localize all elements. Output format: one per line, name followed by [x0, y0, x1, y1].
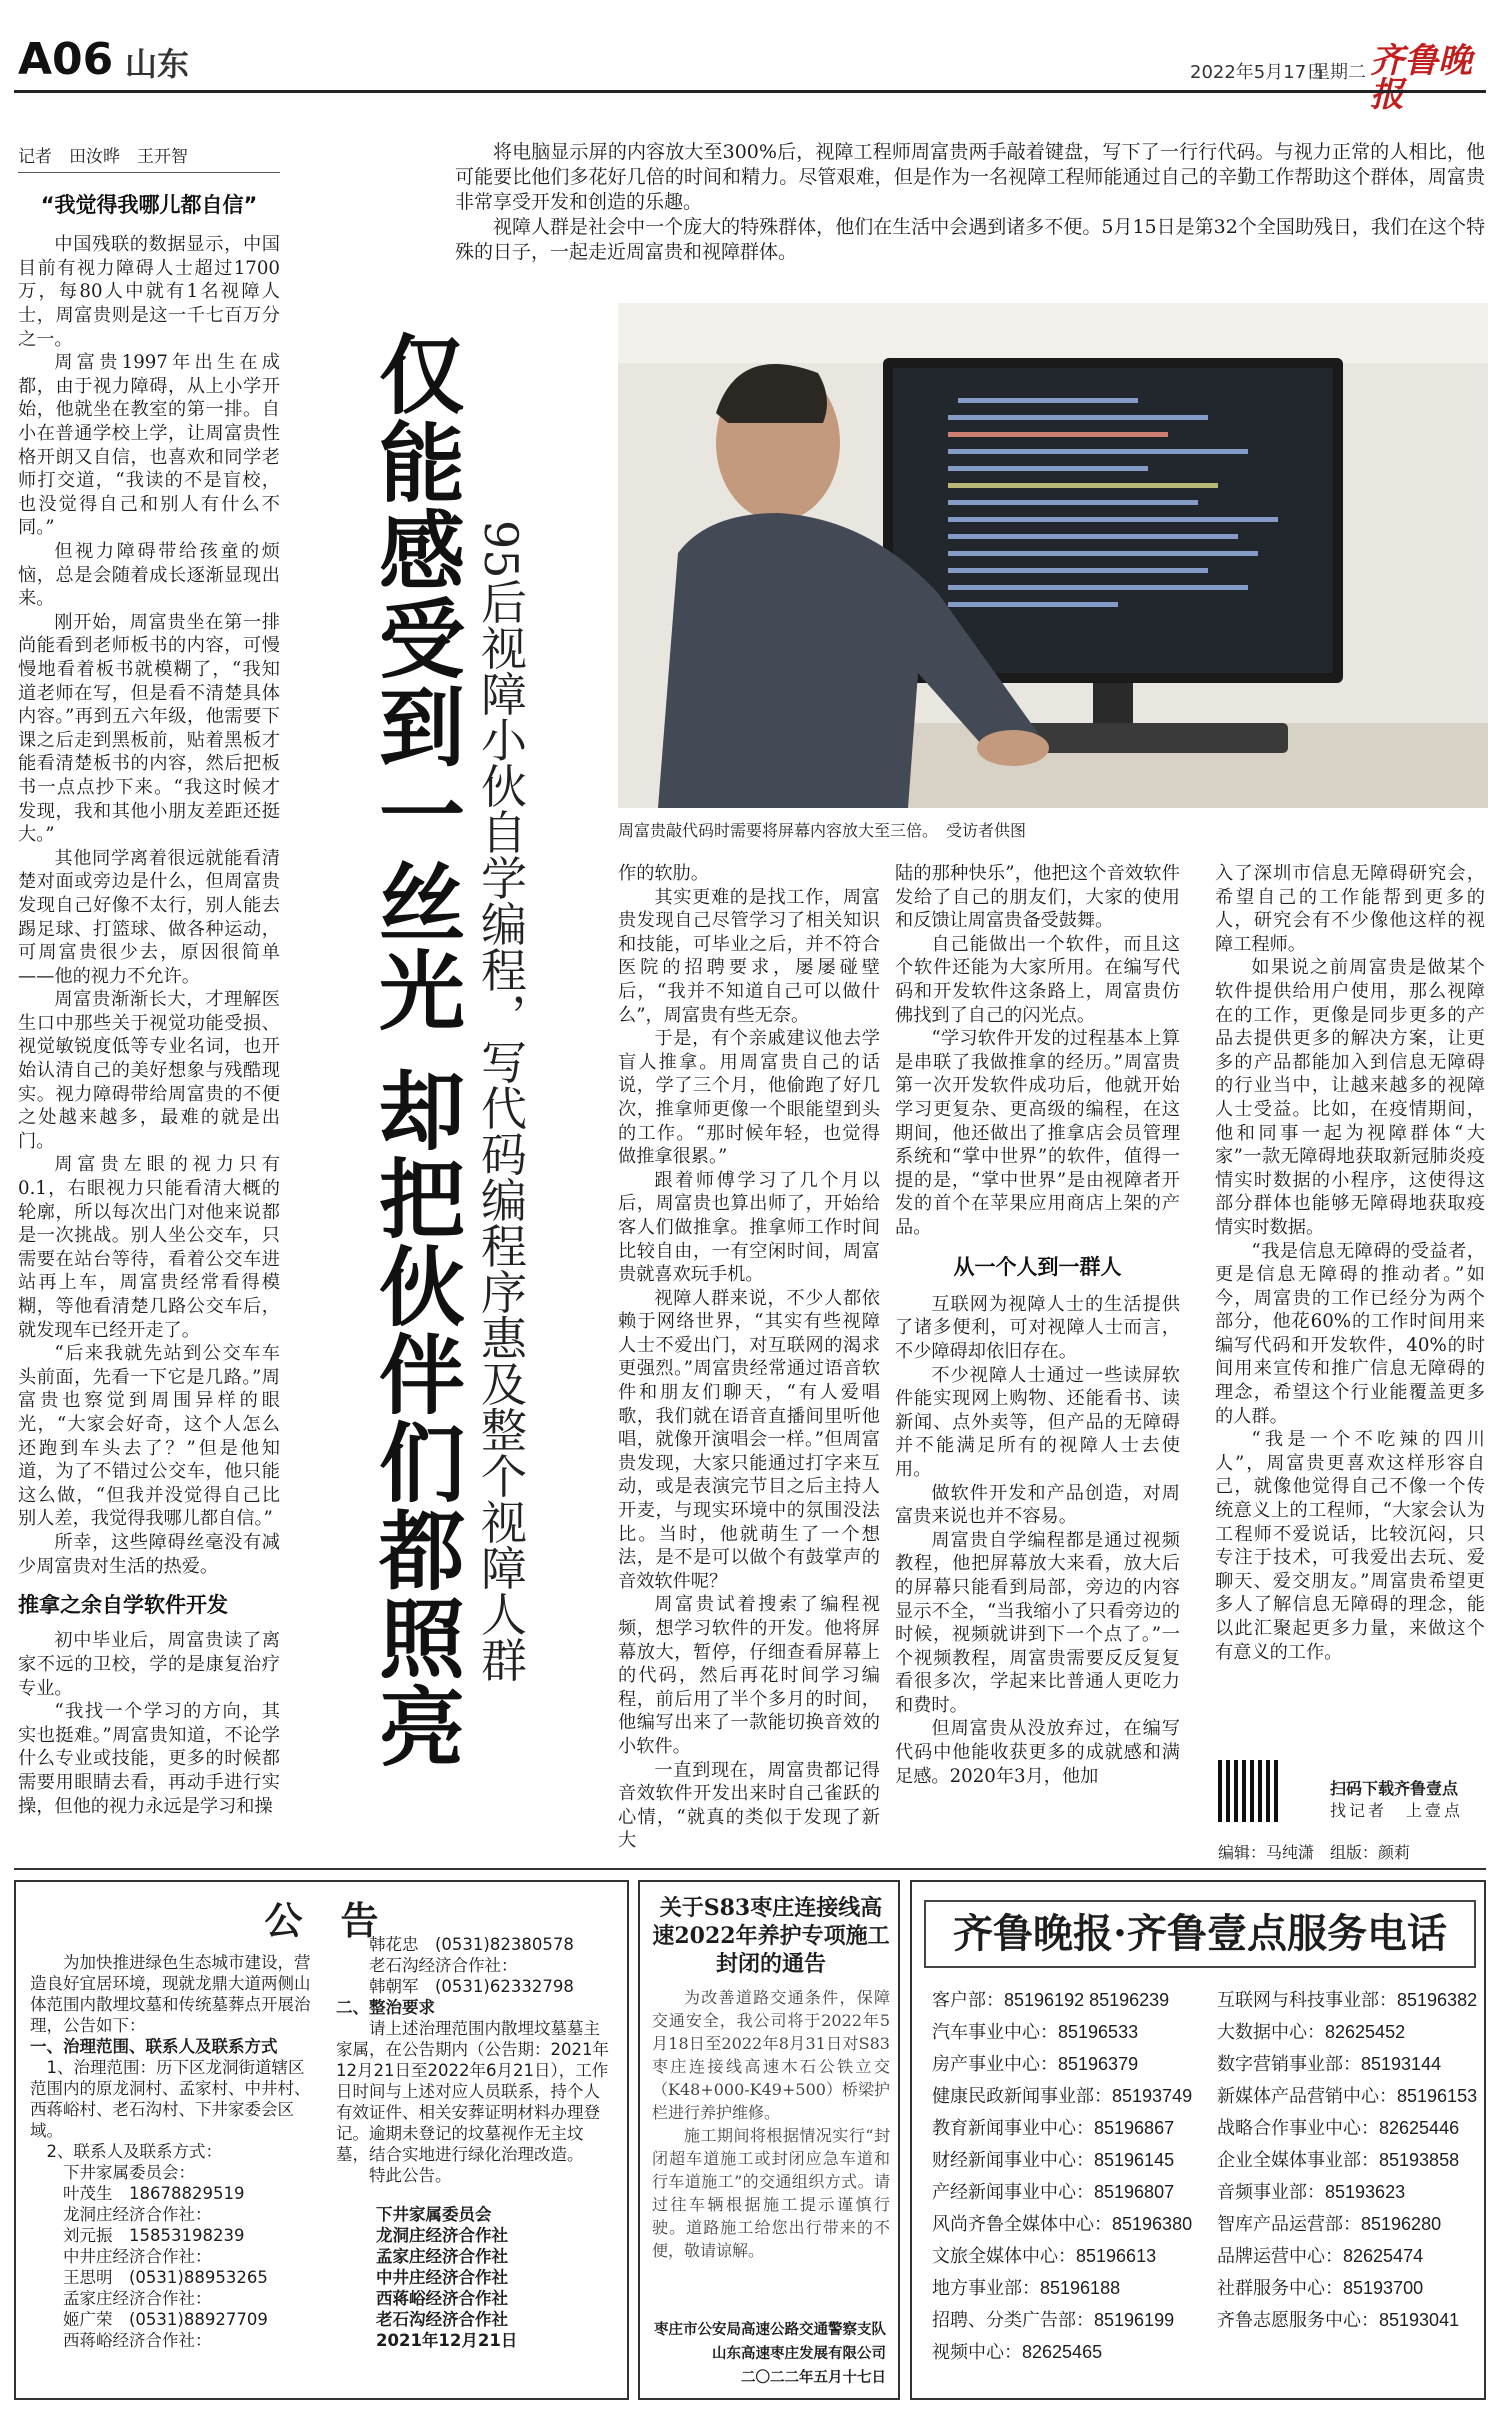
signer: 老石沟经济合作社: [376, 2310, 508, 2329]
paragraph: 但视力障碍带给孩童的烦恼，总是会随着成长逐渐显现出来。: [18, 541, 280, 610]
road-notice-body: [652, 1986, 890, 2262]
paragraph: “我是信息无障碍的受益者，更是信息无障碍的推动者。”如今，周富贵的工作已经分为两个部分，他花60%的工作时间用来编写代码和开发软件，40%的时间用来宣传和推广信息无障碍的理念，希望这个行业能覆盖更多的人群。: [1215, 1240, 1485, 1427]
header-rule: [14, 90, 1486, 93]
contact-list: [30, 2162, 320, 2351]
paragraph: 其实更难的是找工作，周富贵发现自己尽管学习了相关知识和技能，可毕业之后，并不符合医院的招聘要求，屡屡碰壁后，“我并不知道自己可以做什么”，周富贵有些无奈。: [618, 886, 880, 1026]
service-phone-line: 互联网与科技事业部：85196382: [1217, 1990, 1478, 2010]
signer: 西蒋峪经济合作社: [376, 2289, 508, 2308]
photo-caption: 周富贵敲代码时需要将屏幕内容放大至三倍。 受访者供图: [618, 821, 1027, 840]
notice-requirement: 请上述治理范围内散埋坟墓墓主家属，在公告期内（公告期：2021年12月21日至2022年6月21日），工作日时间与上述对应人员联系，持个人有效证件、相关安葬证明材料办理登记。逾期未登记的坟墓视作无主坟墓，结合实地进行绿化治理改造。: [336, 2019, 609, 2164]
section-name: 山东: [125, 45, 190, 83]
qr-code[interactable]: [1218, 1760, 1280, 1822]
column-3: [618, 862, 880, 1853]
paragraph: 初中毕业后，周富贵读了离家不远的卫校，学的是康复治疗专业。: [18, 1630, 280, 1699]
paragraph: “学习软件开发的过程基本上算是串联了我做推拿的经历。”周富贵第一次开发软件成功后，他就开始学习更复杂、更高级的编程，在这期间，他还做出了推拿店会员管理系统和“掌中世界”的软件，值得一提的是，“掌中世界”是由视障者开发的首个在苹果应用商店上架的产品。: [895, 1028, 1180, 1238]
reporter-byline: 记者 田汝晔 王开智: [18, 147, 188, 167]
service-phone-line: 风尚齐鲁全媒体中心：85196380: [932, 2214, 1193, 2234]
paragraph: “后来我就先站到公交车车头前面，先看一下它是几路。”周富贵也察觉到周围异样的眼光，“大家会好奇，这个人怎么还跑到车头去了？”但是他知道，为了不错过公交车，他只能这么做，“但我并没觉得自己比别人差，我觉得我哪儿都自信。”: [18, 1343, 280, 1530]
paragraph: 周富贵渐渐长大，才理解医生口中那些关于视觉功能受损、视觉敏锐度低等专业名词，也开始认清自己的美好想象与残酷现实。视力障碍带给周富贵的不便之处越来越多，最难的就是出门。: [18, 989, 280, 1152]
contact-line: 刘元振 15853198239: [63, 2226, 245, 2245]
qr-caption: 扫码下载齐鲁壹点: [1330, 1779, 1459, 1798]
newspaper-logo: 齐鲁晚报: [1370, 41, 1472, 115]
contact-line: 下井家属委员会：: [63, 2163, 195, 2182]
service-phone-line: 智库产品运营部：85196280: [1217, 2214, 1442, 2234]
road-notice-signers: [648, 2318, 886, 2390]
service-phone-line: 产经新闻事业中心：85196807: [932, 2182, 1175, 2202]
column-5: [1215, 862, 1485, 1664]
paragraph: 一直到现在，周富贵都记得音效软件开发出来时自己雀跃的心情，“就真的类似于发现了新大: [618, 1759, 880, 1852]
qr-caption: 找记者 上壹点: [1330, 1801, 1464, 1820]
paragraph: 做软件开发和产品创造，对周富贵来说也并不容易。: [895, 1482, 1180, 1528]
paragraph: 其他同学离着很远就能看清楚对面或旁边是什么，但周富贵发现自己好像不太行，别人能去踢足球、打篮球、做各种运动，可周富贵很少去，原因很简单——他的视力不允许。: [18, 847, 280, 987]
notice-item: 1、治理范围：历下区龙洞街道辖区范围内的原龙洞村、孟家村、中井村、西蒋峪村、老石沟村、下井家委会区域。: [30, 2058, 311, 2140]
road-notice-paragraph: 为改善道路交通条件，保障交通安全，我公司将于2022年5月18日至2022年8月31日对S83枣庄连接线高速木石公铁立交（K48+000-K49+500）桥梁护栏进行养护维修。: [652, 1988, 890, 2122]
paragraph: 入了深圳市信息无障碍研究会，希望自己的工作能帮到更多的人，研究会有不少像他这样的视障工程师。: [1215, 863, 1485, 955]
road-notice-title: 关于S83枣庄连接线高速2022年养护专项施工封闭的通告: [652, 1895, 890, 1977]
paragraph: 视障人群来说，不少人都依赖于网络世界，“其实有些视障人士不爱出门，对互联网的渴求更强烈。”周富贵经常通过语音软件和朋友们聊天，“有人爱唱歌，我们就在语音直播间里听他唱，就像开演唱会一样。”但周富贵发现，大家只能通过打字来互动，或是表演完节目之后主持人开麦，与现实环境中的氛围没法比。当时，他就萌生了一个想法，是不是可以做个有鼓掌声的音效软件呢？: [618, 1287, 880, 1592]
service-list-left: [932, 1984, 1202, 2368]
paragraph: 周富贵1997年出生在成都，由于视力障碍，从上小学开始，他就坐在教室的第一排。自小在普通学校上学，让周富贵性格开朗又自信，也喜欢和同学老师打交道，“我读的不是盲校，也没觉得自己和别人有什么不同。”: [18, 352, 280, 539]
notice-closing: 特此公告。: [369, 2166, 452, 2185]
notice-signers: [336, 2204, 616, 2351]
service-title: 齐鲁晚报·齐鲁壹点服务电话: [924, 1900, 1476, 1968]
subheadline: 95后视障小伙自学编程，写代码编程序惠及整个视障人群: [474, 520, 528, 1683]
column-1: [18, 192, 280, 1818]
service-phone-line: 客户部：85196192 85196239: [932, 1990, 1170, 2010]
contact-line: 韩花忠 (0531)82380578: [369, 1935, 574, 1954]
column-4: [895, 862, 1180, 1788]
paragraph: 跟着师傅学习了几个月以后，周富贵也算出师了，开始给客人们做推拿。推拿师工作时间比较自由，一有空闲时间，周富贵就喜欢玩手机。: [618, 1169, 880, 1286]
signer: 枣庄市公安局高速公路交通警察支队: [654, 2321, 886, 2338]
ad-divider: [14, 1868, 1486, 1870]
service-phone-line: 大数据中心：82625452: [1217, 2022, 1406, 2042]
paragraph: 作的软肋。: [618, 863, 709, 884]
signer: 龙洞庄经济合作社: [376, 2226, 508, 2245]
service-phone-line: 汽车事业中心：85196533: [932, 2022, 1139, 2042]
service-phone-line: 数字营销事业部：85193144: [1217, 2054, 1442, 2074]
contact-line: 孟家庄经济合作社：: [63, 2289, 212, 2308]
contact-line: 西蒋峪经济合作社：: [63, 2331, 212, 2350]
paragraph: 中国残联的数据显示，中国目前有视力障碍人士超过1700万，每80人中就有1名视障人士，周富贵则是这一千七百万分之一。: [18, 234, 280, 350]
road-notice-box: [638, 1880, 900, 2400]
paragraph: 于是，有个亲戚建议他去学盲人推拿。用周富贵自己的话说，学了三个月，他偷跑了好几次，推拿师更像一个眼能望到头的工作。“那时候年轻，也觉得做推拿很累。”: [618, 1028, 880, 1168]
paragraph: 自己能做出一个软件，而且这个软件还能为大家所用。在编写代码和开发软件这条路上，周富贵仿佛找到了自己的闪光点。: [895, 933, 1180, 1026]
notice-right: [336, 1934, 616, 2351]
paragraph: 互联网为视障人士的生活提供了诸多便利，可对视障人士而言，不少障碍却依旧存在。: [895, 1293, 1180, 1362]
road-notice-paragraph: 施工期间将根据情况实行“封闭超车道施工或封闭应急车道和行车道施工”的交通组织方式。请过往车辆根据施工提示谨慎行驶。道路施工给您出行带来的不便，敬请谅解。: [652, 2126, 890, 2260]
page-number: A06: [18, 34, 114, 85]
paragraph: 周富贵自学编程都是通过视频教程，他把屏幕放大来看，放大后的屏幕只能看到局部，旁边的内容显示不全，“当我缩小了只看旁边的时候，视频就讲到下一个点了。”一个视频教程，周富贵需要反反复复看很多次，学起来比普通人更吃力和费时。: [895, 1529, 1180, 1716]
contact-line: 叶茂生 18678829519: [63, 2184, 245, 2203]
editor-credit: 编辑：马纯潇 组版：颜莉: [1218, 1843, 1411, 1862]
contact-line: 老石沟经济合作社：: [369, 1956, 518, 1975]
signer: 中井庄经济合作社: [376, 2268, 508, 2287]
paragraph: “我是一个不吃辣的四川人”，周富贵更喜欢这样形容自己，就像他觉得自己不像一个传统意义上的工程师，“大家会认为工程师不爱说话，比较沉闷，只专注于技术，可我爱出去玩、爱聊天、爱交朋友。”周富贵希望更多人了解信息无障碍的理念，能以此汇聚起更多力量，来做这个有意义的工作。: [1215, 1429, 1485, 1663]
signer: 孟家庄经济合作社: [376, 2247, 508, 2266]
notice-title: 公 告: [264, 1898, 379, 1943]
signer: 山东高速枣庄发展有限公司: [712, 2345, 886, 2362]
notice-subtitle: 一、治理范围、联系人及联系方式: [30, 2037, 278, 2056]
notice-intro: 为加快推进绿色生态城市建设，营造良好宜居环境，现就龙鼎大道两侧山体范围内散埋坟墓和传统墓葬点开展治理，公告如下：: [30, 1953, 311, 2035]
weekday: 星期二: [1312, 62, 1366, 83]
article-photo: [618, 303, 1488, 808]
service-phone-line: 财经新闻事业中心：85196145: [932, 2150, 1175, 2170]
section-heading: “我觉得我哪儿都自信”: [40, 193, 258, 217]
article-intro: [455, 140, 1485, 265]
service-phone-line: 文旅全媒体中心：85196613: [932, 2246, 1157, 2266]
service-phone-line: 齐鲁志愿服务中心：85193041: [1217, 2310, 1460, 2330]
intro-paragraph: 将电脑显示屏的内容放大至300%后，视障工程师周富贵两手敲着键盘，写下了一行行代码。与视力正常的人相比，他可能要比他们多花好几倍的时间和精力。尽管艰难，但是作为一名视障工程师能通过自己的辛勤工作帮助这个群体，周富贵非常享受开发和创造的乐趣。: [455, 141, 1485, 213]
contact-line: 王思明 (0531)88953265: [63, 2268, 268, 2287]
paragraph: 不少视障人士通过一些读屏软件能实现网上购物、还能看书、读新闻、点外卖等，但产品的无障碍并不能满足所有的视障人士去使用。: [895, 1364, 1180, 1480]
contact-line: 姬广荣 (0531)88927709: [63, 2310, 268, 2329]
service-phone-line: 品牌运营中心：82625474: [1217, 2246, 1424, 2266]
service-phone-line: 健康民政新闻事业部：85193749: [932, 2086, 1193, 2106]
service-phone-line: 招聘、分类广告部：85196199: [932, 2310, 1175, 2330]
paragraph: 刚开始，周富贵坐在第一排尚能看到老师板书的内容，可慢慢地看着板书就模糊了，“我知道老师在写，但是看不清楚具体内容。”再到五六年级，他需要下课之后走到黑板前，贴着黑板才能看清楚板书的内容，然后把板书一点点抄下来。“我这时候才发现，我和其他小朋友差距还挺大。”: [18, 611, 280, 846]
contact-line: 龙洞庄经济合作社：: [63, 2205, 212, 2224]
notice-item: 2、联系人及联系方式：: [46, 2142, 222, 2161]
intro-paragraph: 视障人群是社会中一个庞大的特殊群体，他们在生活中会遇到诸多不便。5月15日是第32个全国助残日，我们在这个特殊的日子，一起走近周富贵和视障群体。: [455, 216, 1485, 263]
service-phone-line: 音频事业部：85193623: [1217, 2182, 1406, 2202]
byline-rule: [18, 172, 280, 173]
signer: 二〇二二年五月十七日: [741, 2369, 886, 2386]
service-phone-line: 地方事业部：85196188: [932, 2278, 1121, 2298]
contact-line: 中井庄经济合作社：: [63, 2247, 212, 2266]
service-phone-line: 新媒体产品营销中心：85196153: [1217, 2086, 1478, 2106]
service-phone-line: 教育新闻事业中心：85196867: [932, 2118, 1175, 2138]
paragraph: 但周富贵从没放弃过，在编写代码中他能收获更多的成就感和满足感。2020年3月，他加: [895, 1718, 1180, 1787]
paragraph: “我找一个学习的方向，其实也挺难。”周富贵知道，不论学什么专业或技能，更多的时候都需要用眼睛去看，再动手进行实操，但他的视力永远是学习和操: [18, 1701, 280, 1817]
service-phone-line: 房产事业中心：85196379: [932, 2054, 1139, 2074]
paragraph: 陆的那种快乐”，他把这个音效软件发给了自己的朋友们，大家的使用和反馈让周富贵备受鼓舞。: [895, 863, 1180, 932]
signer: 下井家属委员会: [376, 2205, 492, 2224]
service-phone-line: 社群服务中心：85193700: [1217, 2278, 1424, 2298]
signer: 2021年12月21日: [376, 2331, 518, 2350]
paragraph: 如果说之前周富贵是做某个软件提供给用户使用，那么视障在的工作，更像是同步更多的产品去提供更多的解决方案，让更多的产品都能加入到信息无障碍的行业当中，让越来越多的视障人士受益。比如，在疫情期间，他和同事一起为视障群体“大家”一款无障碍地获取新冠肺炎疫情实时数据的小程序，这使得这部分群体也能够无障碍地获取疫情实时数据。: [1215, 957, 1485, 1238]
issue-date: 2022年5月17日: [1190, 62, 1325, 83]
section-heading: 推拿之余自学软件开发: [18, 1593, 228, 1618]
notice-subtitle: 二、整治要求: [336, 1998, 435, 2017]
section-heading: 从一个人到一群人: [953, 1254, 1122, 1279]
service-phone-line: 战略合作事业中心：82625446: [1217, 2118, 1460, 2138]
paragraph: 周富贵试着搜索了编程视频，想学习软件的开发。他将屏幕放大，暂停，仔细查看屏幕上的代码，然后再花时间学习编程，前后用了半个多月的时间，他编写出来了一款能切换音效的小软件。: [618, 1594, 880, 1757]
contact-line: 韩朝军 (0531)62332798: [369, 1977, 574, 1996]
paragraph: 周富贵左眼的视力只有0.1，右眼视力只能看清大概的轮廓，所以每次出门对他来说都是一次挑战。别人坐公交车，只需要在站台等待，看着公交车进站再上车，周富贵经常看得模糊，等他看清楚几路公交车后，就发现车已经开走了。: [18, 1154, 280, 1341]
headline: 仅能感受到一丝光 却把伙伴们都照亮: [364, 330, 464, 1770]
service-list-right: [1217, 1984, 1487, 2336]
service-phone-line: 企业全媒体事业部：85193858: [1217, 2150, 1460, 2170]
paragraph: 所幸，这些障碍丝毫没有减少周富贵对生活的热爱。: [18, 1531, 280, 1577]
service-phone-box: [910, 1880, 1486, 2400]
notice-left: [30, 1952, 320, 2351]
notice-box: [14, 1880, 629, 2400]
service-phone-line: 视频中心：82625465: [932, 2342, 1103, 2362]
